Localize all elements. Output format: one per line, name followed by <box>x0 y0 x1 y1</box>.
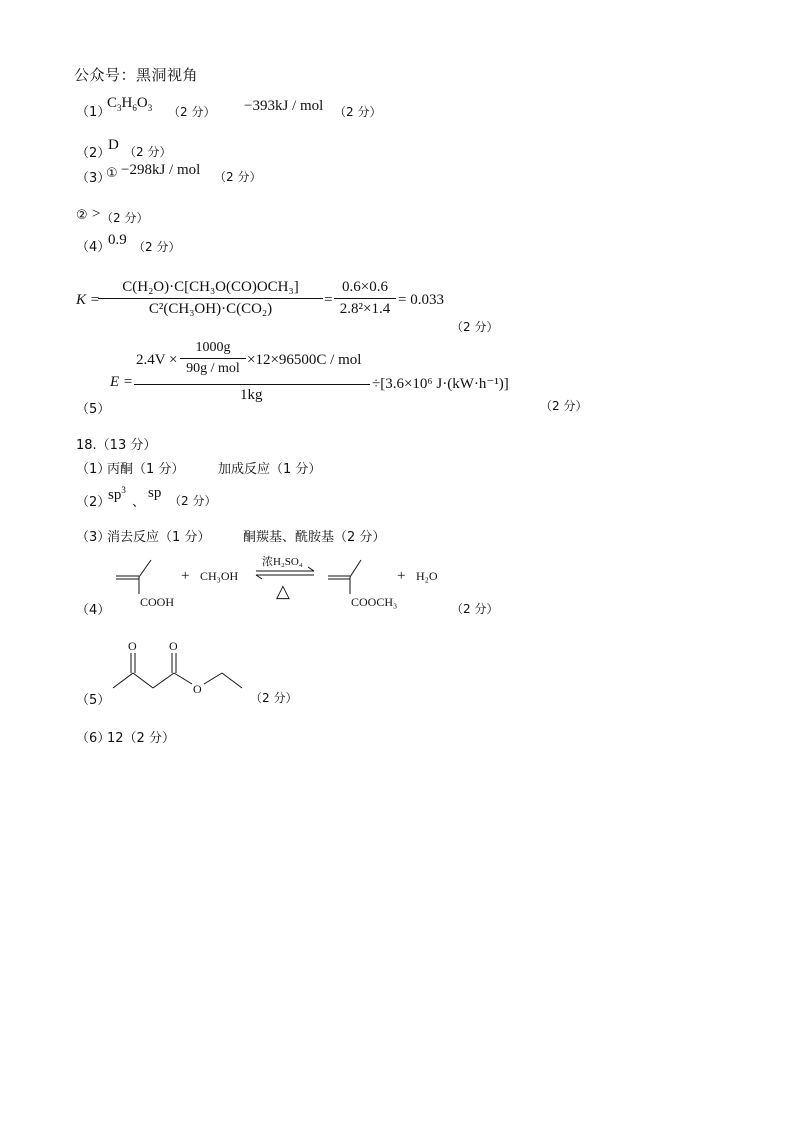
k-score: （2 分） <box>451 320 499 334</box>
q17-p1-score-b: （2 分） <box>334 105 382 119</box>
condition-top: 浓H₂SO₄ <box>262 556 303 568</box>
header-watermark: 公众号：黑洞视角 <box>74 66 199 84</box>
acid-group-label: COOH <box>140 595 175 609</box>
q17-p3-label: （3） <box>76 171 111 186</box>
methyl-methacrylate-structure <box>328 560 361 594</box>
k-numerator-2: 0.6×0.6 <box>334 279 396 299</box>
q17-p3-answer: −298kJ / mol <box>121 162 201 178</box>
q17-p1-formula: $C_3H_6O_3$ <box>107 95 153 113</box>
ethyl-acetoacetate-structure <box>113 653 242 688</box>
q17-p2-score: （2 分） <box>124 145 172 159</box>
q18-p3-b: 酮羰基、酰胺基（2 分） <box>243 530 386 545</box>
ester-oxygen-label: O <box>193 682 202 696</box>
q17-p4-score: （2 分） <box>133 240 181 254</box>
e-denominator: 1kg <box>240 387 263 403</box>
q17-p1-enthalpy: −393kJ / mol <box>244 98 324 114</box>
q18-p3-label: （3） <box>76 530 111 545</box>
equilibrium-arrow <box>256 567 314 579</box>
q18-p6-label: （6） <box>76 731 111 746</box>
ester-group-label: COOCH₃ <box>351 595 398 609</box>
keto-oxygen-label: O <box>128 639 137 653</box>
q17-p3-score: （2 分） <box>214 170 262 184</box>
e-inner-numerator: 1000g <box>180 340 246 359</box>
q17-p3b-circle: ② <box>76 208 88 223</box>
q18-p2-score: （2 分） <box>169 494 217 508</box>
q17-p2-answer: D <box>108 137 119 153</box>
q18-p4-score: （2 分） <box>451 602 499 616</box>
e-top-left: 2.4V × <box>136 352 178 368</box>
ester-carbonyl-oxygen-label: O <box>169 639 178 653</box>
reaction-plus-2: + <box>397 568 406 584</box>
q18-p1-label: （1） <box>76 462 111 477</box>
e-top-right: ×12×96500C / mol <box>247 352 362 368</box>
q17-p3b-score: （2 分） <box>101 211 149 225</box>
reaction-plus-1: + <box>181 568 190 584</box>
q17-p1-label: （1） <box>76 105 111 120</box>
e-lhs: E = <box>110 374 134 390</box>
q17-p5-label: （5） <box>76 402 111 417</box>
e-inner-denominator: 90g / mol <box>186 361 240 376</box>
q17-p3b-answer: > <box>92 206 101 222</box>
k-lhs: K = <box>76 292 100 308</box>
k-numerator: C(H₂O)·C[CH₃O(CO)OCH₃] <box>98 279 323 299</box>
e-divide: ÷[3.6×10⁶ J·(kW·h⁻¹)] <box>372 376 509 392</box>
q17-p1-score-a: （2 分） <box>168 105 216 119</box>
q18-p3-a: 消去反应（1 分） <box>107 530 211 545</box>
methanol-label: CH₃OH <box>200 569 239 583</box>
k-result: = 0.033 <box>398 292 444 308</box>
k-denominator: C²(CH₃OH)·C(CO₂) <box>148 301 273 317</box>
condition-bottom: △ <box>276 581 290 601</box>
q17-p2-label: （2） <box>76 146 111 161</box>
k-equals: = <box>324 292 333 308</box>
q18-p5-label: （5） <box>76 693 111 708</box>
e-score: （2 分） <box>540 399 588 413</box>
q18-title: 18.（13 分） <box>76 438 157 453</box>
q18-p2-sep: 、 <box>132 495 146 510</box>
q18-p6-answer: 12（2 分） <box>107 731 175 746</box>
q18-p2-label: （2） <box>76 495 111 510</box>
q18-p1-b: 加成反应（1 分） <box>218 462 322 477</box>
q18-p4-label: （4） <box>76 603 111 618</box>
q18-p5-score: （2 分） <box>250 691 298 705</box>
q17-p4-answer: 0.9 <box>108 232 127 248</box>
q18-p1-a: 丙酮（1 分） <box>107 462 185 477</box>
q17-p3-circle: ① <box>106 166 118 181</box>
q17-p4-label: （4） <box>76 240 111 255</box>
k-denominator-2: 2.8²×1.4 <box>339 301 391 317</box>
q18-p2-sp3: $sp^3$ <box>108 485 126 503</box>
methacrylic-acid-structure <box>116 560 151 594</box>
water-label: H₂O <box>416 569 438 583</box>
q18-p2-sp: sp <box>148 485 162 501</box>
